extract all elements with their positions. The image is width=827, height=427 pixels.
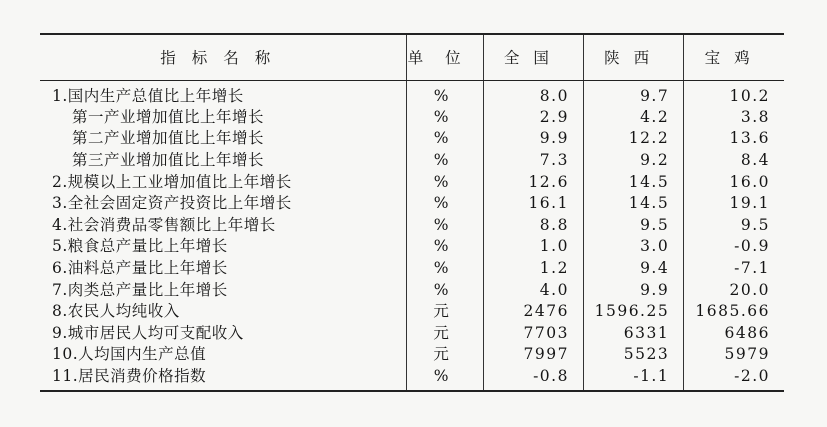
row-value-shaanxi: 9.2: [583, 150, 683, 172]
row-value-national: 16.1: [483, 193, 583, 215]
row-unit: %: [407, 107, 483, 129]
row-name: 第二产业增加值比上年增长: [72, 129, 265, 148]
row-value-shaanxi: -1.1: [583, 366, 683, 391]
table-row: [40, 150, 784, 172]
header-row: [40, 34, 784, 80]
row-value-shaanxi: 5523: [583, 344, 683, 366]
row-value-shaanxi: 12.2: [583, 128, 683, 150]
table-row: [40, 258, 784, 280]
header-shaanxi: 陕西: [583, 34, 683, 80]
table-row: [40, 107, 784, 129]
header-unit: 单位: [407, 34, 483, 80]
row-name: 7.肉类总产量比上年增长: [52, 280, 228, 299]
row-value-shaanxi: 14.5: [583, 171, 683, 193]
row-unit: %: [407, 128, 483, 150]
row-unit: %: [407, 150, 483, 172]
row-value-shaanxi: 14.5: [583, 193, 683, 215]
row-value-shaanxi: 4.2: [583, 107, 683, 129]
row-name: 3.全社会固定资产投资比上年增长: [52, 194, 292, 213]
row-value-national: 2476: [483, 301, 583, 323]
statistics-table: [40, 33, 784, 392]
row-name: 5.粮食总产量比上年增长: [52, 237, 228, 256]
row-value-national: 4.0: [483, 279, 583, 301]
table-row: [40, 128, 784, 150]
row-value-baoji: 3.8: [684, 107, 784, 129]
row-value-baoji: -7.1: [684, 258, 784, 280]
row-value-shaanxi: 3.0: [583, 236, 683, 258]
row-name: 6.油料总产量比上年增长: [52, 258, 228, 277]
row-value-national: 8.0: [483, 80, 583, 107]
row-value-national: 9.9: [483, 128, 583, 150]
row-name: 9.城市居民人均可支配收入: [52, 323, 244, 342]
row-value-national: 2.9: [483, 107, 583, 129]
row-value-baoji: 20.0: [684, 279, 784, 301]
row-unit: %: [407, 279, 483, 301]
row-value-national: 1.2: [483, 258, 583, 280]
row-value-national: -0.8: [483, 366, 583, 391]
table-row: [40, 279, 784, 301]
row-value-national: 1.0: [483, 236, 583, 258]
row-value-baoji: -0.9: [684, 236, 784, 258]
row-value-baoji: 5979: [684, 344, 784, 366]
row-unit: 元: [407, 301, 483, 323]
row-unit: %: [407, 171, 483, 193]
row-value-baoji: 1685.66: [684, 301, 784, 323]
row-value-shaanxi: 9.9: [583, 279, 683, 301]
row-value-baoji: 9.5: [684, 214, 784, 236]
table-row: [40, 214, 784, 236]
row-value-national: 7997: [483, 344, 583, 366]
header-national: 全国: [483, 34, 583, 80]
row-name: 8.农民人均纯收入: [52, 302, 180, 321]
row-unit: %: [407, 236, 483, 258]
row-value-shaanxi: 9.4: [583, 258, 683, 280]
row-value-baoji: 19.1: [684, 193, 784, 215]
header-baoji: 宝鸡: [684, 34, 784, 80]
table-body: [40, 80, 784, 391]
table-row: [40, 344, 784, 366]
row-name: 11.居民消费价格指数: [40, 366, 407, 391]
row-unit: 元: [407, 322, 483, 344]
table-row: [40, 301, 784, 323]
row-value-baoji: -2.0: [684, 366, 784, 391]
row-value-national: 7.3: [483, 150, 583, 172]
row-unit: %: [407, 366, 483, 391]
table-row: [40, 366, 784, 391]
row-value-shaanxi: 6331: [583, 322, 683, 344]
row-value-national: 7703: [483, 322, 583, 344]
row-name: 10.人均国内生产总值: [52, 345, 207, 364]
row-value-baoji: 16.0: [684, 171, 784, 193]
table-row: [40, 171, 784, 193]
row-value-shaanxi: 9.5: [583, 214, 683, 236]
row-name: 4.社会消费品零售额比上年增长: [52, 215, 276, 234]
row-unit: 元: [407, 344, 483, 366]
row-value-baoji: 13.6: [684, 128, 784, 150]
row-value-baoji: 10.2: [684, 80, 784, 107]
header-indicator-name: 指标名称: [40, 34, 407, 80]
row-name: 第一产业增加值比上年增长: [72, 107, 265, 126]
table-row: [40, 322, 784, 344]
row-value-shaanxi: 1596.25: [583, 301, 683, 323]
row-name: 第三产业增加值比上年增长: [72, 150, 265, 169]
row-value-baoji: 8.4: [684, 150, 784, 172]
row-unit: %: [407, 80, 483, 107]
row-value-baoji: 6486: [684, 322, 784, 344]
row-unit: %: [407, 214, 483, 236]
row-value-national: 8.8: [483, 214, 583, 236]
row-unit: %: [407, 193, 483, 215]
row-value-shaanxi: 9.7: [583, 80, 683, 107]
table-row: [40, 80, 784, 107]
row-value-national: 12.6: [483, 171, 583, 193]
row-name: 2.规模以上工业增加值比上年增长: [52, 172, 292, 191]
table-row: [40, 193, 784, 215]
table-row: [40, 236, 784, 258]
row-name: 1.国内生产总值比上年增长: [52, 86, 244, 105]
row-unit: %: [407, 258, 483, 280]
